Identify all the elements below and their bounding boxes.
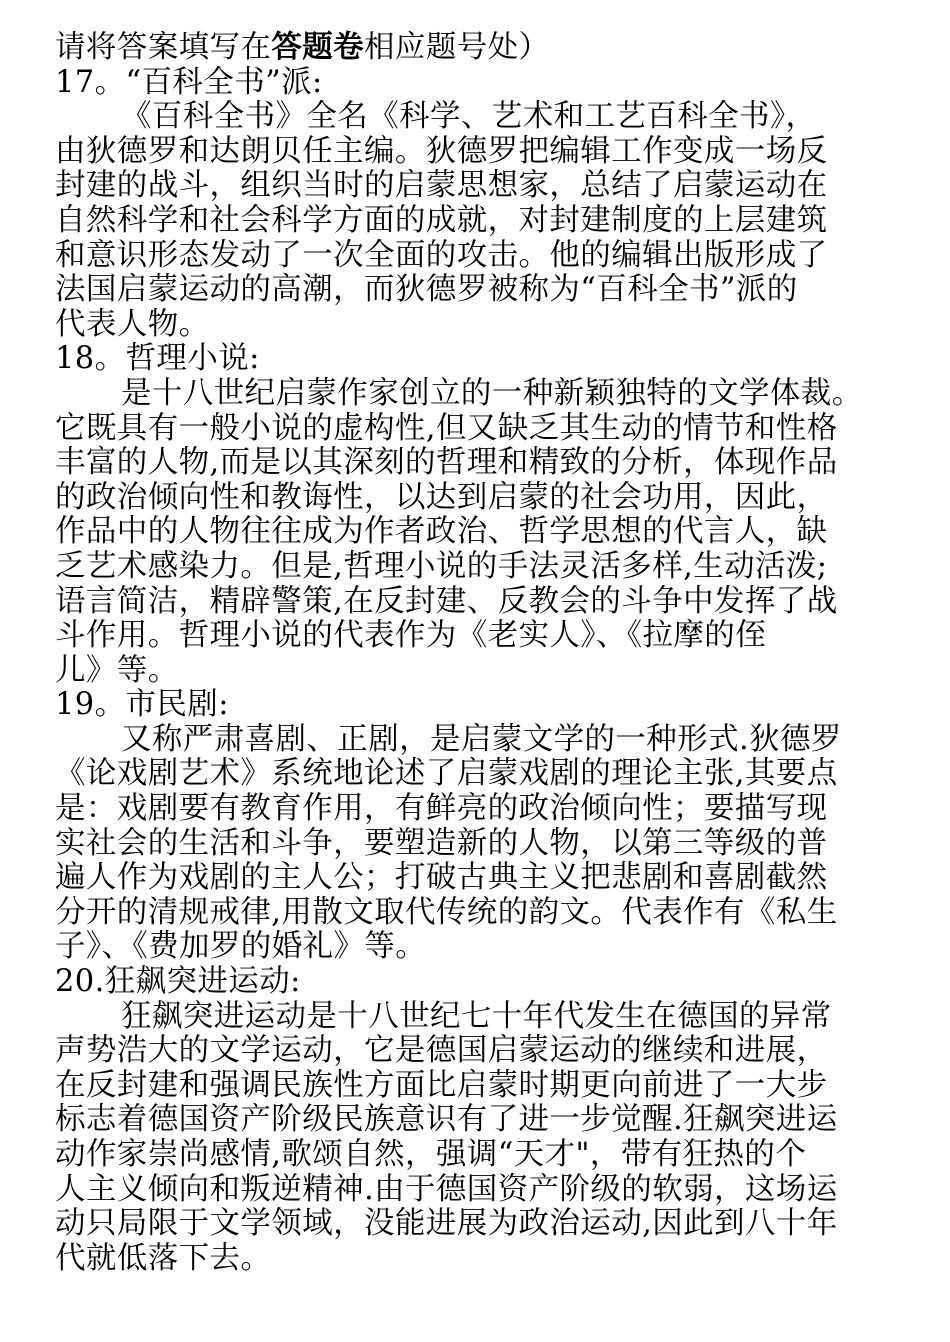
paragraph-line: 和意识形态发动了一次全面的攻击。他的编辑出版形成了 — [55, 237, 828, 273]
paragraph-line: 由狄德罗和达朗贝任主编。狄德罗把编辑工作变成一场反 — [55, 133, 828, 169]
section-paragraph — [55, 723, 915, 965]
paragraph-line: 法国启蒙运动的高潮，而狄德罗被称为“百科全书”派的 — [55, 272, 798, 308]
paragraph-line: 标志着德国资产阶级民族意识有了进一步觉醒.狂飙突进运 — [55, 1102, 838, 1138]
paragraph-line: 动作家崇尚感情,歌颂自然，强调“天才"，带有狂热的个 — [55, 1137, 807, 1172]
section-17 — [55, 66, 915, 343]
paragraph-line: 乏艺术感染力。但是,哲理小说的手法灵活多样,生动活泼; — [55, 548, 828, 584]
paragraph-line: 代就低落下去。 — [55, 1240, 272, 1276]
section-title: 20.狂飙突进运动: — [55, 964, 301, 1000]
paragraph-line: 封建的战斗，组织当时的启蒙思想家，总结了启蒙运动在 — [55, 168, 828, 204]
paragraph-line: 斗作用。哲理小说的代表作为《老实人》、《拉摩的侄 — [55, 618, 767, 654]
paragraph-line: 狂飙突进运动是十八世纪七十年代发生在德国的异常 — [121, 998, 832, 1034]
section-paragraph — [55, 100, 915, 342]
paragraph-line: 又称严肃喜剧、正剧，是启蒙文学的一种形式.狄德罗 — [121, 721, 842, 757]
paragraph-line: 人主义倾向和叛逆精神.由于德国资产阶级的软弱，这场运 — [55, 1171, 838, 1207]
paragraph-line: 实社会的生活和斗争，要塑造新的人物，以第三等级的普 — [55, 825, 828, 861]
instruction-text-after: 相应题号处） — [364, 30, 550, 65]
section-title: 18。哲理小说: — [55, 341, 260, 377]
paragraph-line: 《论戏剧艺术》系统地论述了启蒙戏剧的理论主张,其要点 — [55, 756, 838, 792]
paragraph-line: 儿》等。 — [55, 652, 179, 688]
section-18 — [55, 342, 915, 688]
paragraph-line: 它既具有一般小说的虚构性,但又缺乏其生动的情节和性格 — [55, 410, 838, 446]
section-paragraph — [55, 377, 915, 688]
paragraph-line: 在反封建和强调民族性方面比启蒙时期更向前进了一大步 — [55, 1067, 828, 1103]
instruction-line — [55, 30, 915, 66]
paragraph-line: 是十八世纪启蒙作家创立的一种新颖独特的文学体裁。 — [121, 375, 863, 411]
section-title: 17。“百科全书”派: — [55, 64, 323, 100]
section-paragraph — [55, 1000, 915, 1277]
paragraph-line: 的政治倾向性和教诲性，以达到启蒙的社会功用，因此， — [55, 479, 828, 515]
paragraph-line: 自然科学和社会科学方面的成就，对封建制度的上层建筑 — [55, 202, 828, 238]
section-title: 19。市民剧: — [55, 687, 229, 723]
paragraph-line: 代表人物。 — [55, 306, 210, 342]
paragraph-line: 《百科全书》全名《科学、艺术和工艺百科全书》， — [121, 99, 817, 135]
instruction-text-before: 请将答案填写在 — [55, 30, 272, 65]
document-page — [55, 30, 915, 1276]
section-20 — [55, 965, 915, 1276]
paragraph-line: 声势浩大的文学运动，它是德国启蒙运动的继续和进展， — [55, 1033, 828, 1069]
paragraph-line: 分开的清规戒律,用散文取代传统的韵文。代表作有《私生 — [55, 894, 838, 930]
paragraph-line: 子》、《费加罗的婚礼》等。 — [55, 929, 427, 965]
instruction-text-bold: 答题卷 — [271, 29, 365, 65]
section-19 — [55, 688, 915, 965]
paragraph-line: 丰富的人物,而是以其深刻的哲理和精致的分析，体现作品 — [55, 445, 838, 481]
paragraph-line: 语言简洁，精辟警策,在反封建、反教会的斗争中发挥了战 — [55, 583, 838, 619]
paragraph-line: 动只局限于文学领域，没能进展为政治运动,因此到八十年 — [55, 1206, 838, 1242]
paragraph-line: 作品中的人物往往成为作者政治、哲学思想的代言人，缺 — [55, 514, 828, 550]
paragraph-line: 遍人作为戏剧的主人公；打破古典主义把悲剧和喜剧截然 — [55, 860, 828, 896]
paragraph-line: 是：戏剧要有教育作用，有鲜亮的政治倾向性；要描写现 — [55, 791, 828, 827]
